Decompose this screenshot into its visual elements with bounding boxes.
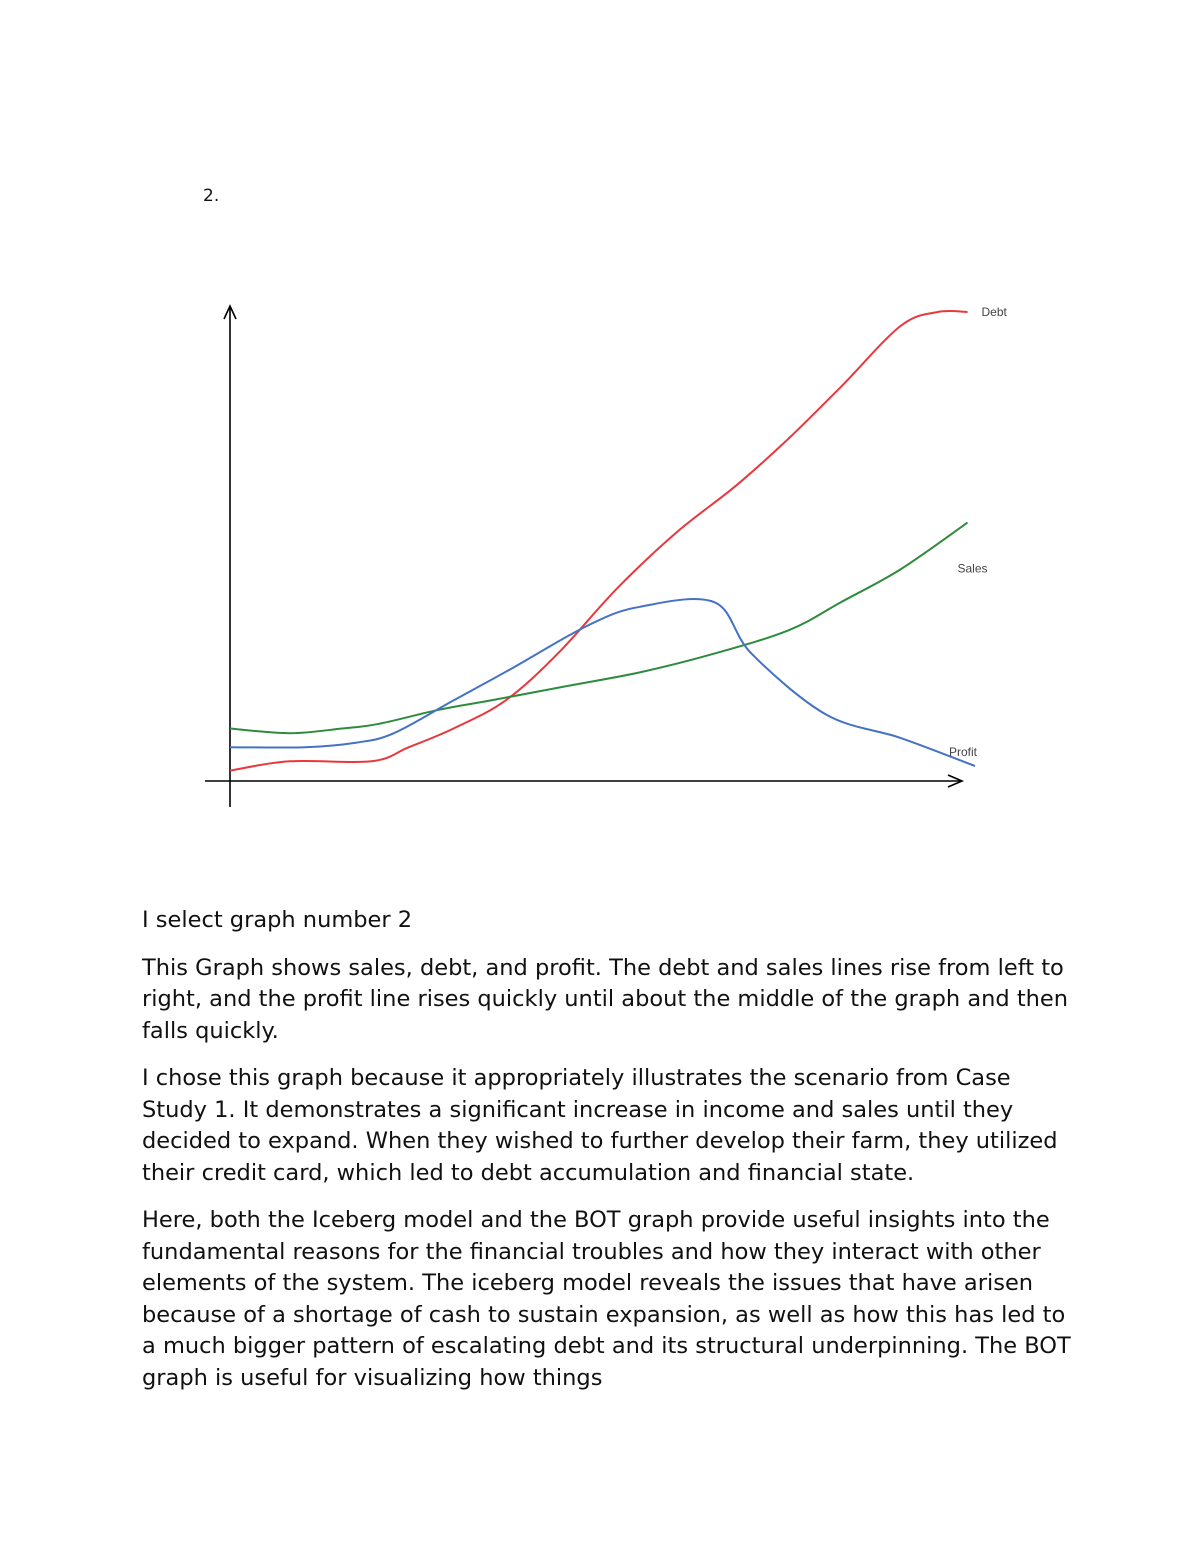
y-axis — [224, 306, 236, 807]
item-number: 2. — [203, 186, 220, 206]
paragraph-reasoning: I chose this graph because it appropriately illustrates the scenario from Case Study 1. It demonstrates a significant increase in income and sales until they decided to expand. When they wished to further develop their farm, they utilized their credit card, which led to debt accumulation and financial state. — [142, 1065, 1058, 1186]
paragraph-selection: I select graph number 2 — [142, 907, 413, 933]
debt-label: Debt — [981, 305, 1007, 319]
sales-label: Sales — [957, 561, 988, 576]
paragraph-iceberg-model: Here, both the Iceberg model and the BOT graph provide useful insights into the fundamental reasons for the financial troubles and how they interact with other elements of the system. The iceberg model reveals the issues that have arisen because of a shortage of cash to sustain expansion, as well as how this has led to a much bigger pattern of escalating debt and its structural underpinning. The BOT graph is useful for visualizing how things — [142, 1207, 1071, 1391]
sales-line — [230, 523, 968, 734]
debt-line — [230, 311, 968, 771]
body-text — [142, 905, 1072, 1410]
series-labels — [949, 305, 1008, 759]
series-layer — [230, 311, 975, 771]
profit-label: Profit — [949, 745, 978, 759]
x-axis — [205, 775, 962, 787]
paragraph-graph-description: This Graph shows sales, debt, and profit. The debt and sales lines rise from left to right, and the profit line rises quickly until about the middle of the graph and then falls quickly. — [142, 954, 1069, 1044]
behavior-over-time-graph — [195, 295, 1007, 815]
profit-line — [230, 599, 975, 766]
